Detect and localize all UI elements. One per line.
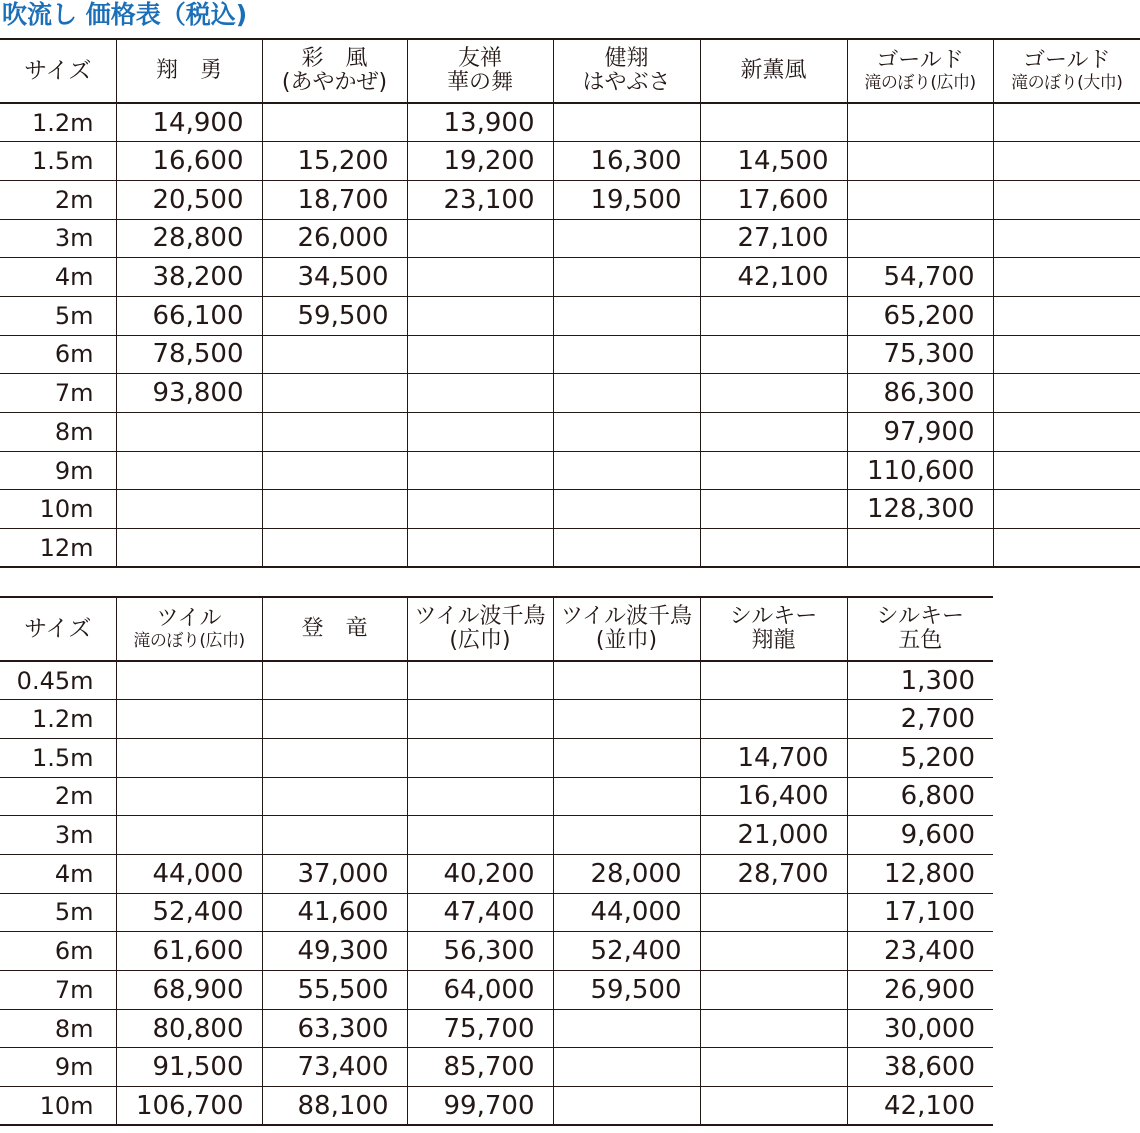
size-cell: 4m — [0, 854, 116, 893]
price-cell — [262, 103, 407, 142]
price-cell: 23,100 — [407, 180, 553, 219]
price-cell: 26,000 — [262, 219, 407, 258]
table-header-row — [0, 597, 993, 661]
price-cell — [993, 374, 1140, 413]
table-row — [0, 777, 993, 816]
price-cell — [700, 700, 847, 739]
price-cell: 42,100 — [700, 258, 847, 297]
column-header — [262, 597, 407, 661]
table-header-row — [0, 39, 1140, 103]
price-cell — [700, 661, 847, 700]
size-cell: 8m — [0, 1009, 116, 1048]
price-cell: 47,400 — [407, 893, 553, 932]
table-row — [0, 258, 1140, 297]
column-header-line2: 五色 — [898, 628, 943, 653]
price-cell: 61,600 — [116, 932, 262, 971]
size-cell: 5m — [0, 296, 116, 335]
size-cell: 12m — [0, 529, 116, 568]
table-row — [0, 816, 993, 855]
price-cell: 37,000 — [262, 854, 407, 893]
column-header-line1: ツイル波千鳥 — [561, 604, 692, 629]
price-cell — [553, 451, 700, 490]
size-column-header: サイズ — [0, 39, 116, 103]
column-header-line1: シルキー — [729, 604, 818, 629]
price-cell: 88,100 — [262, 1087, 407, 1126]
price-cell — [116, 529, 262, 568]
price-cell — [993, 490, 1140, 529]
price-cell — [407, 700, 553, 739]
price-cell: 14,900 — [116, 103, 262, 142]
price-cell: 1,300 — [847, 661, 993, 700]
column-header — [993, 39, 1140, 103]
price-cell — [116, 777, 262, 816]
price-cell — [553, 413, 700, 452]
price-cell: 30,000 — [847, 1009, 993, 1048]
table-row — [0, 661, 993, 700]
price-cell — [847, 180, 993, 219]
price-cell — [553, 661, 700, 700]
price-cell: 38,600 — [847, 1048, 993, 1087]
price-cell: 26,900 — [847, 971, 993, 1010]
price-cell: 16,400 — [700, 777, 847, 816]
price-cell — [407, 374, 553, 413]
price-cell: 52,400 — [116, 893, 262, 932]
price-cell — [553, 738, 700, 777]
price-cell — [116, 738, 262, 777]
table-row — [0, 854, 993, 893]
price-cell: 34,500 — [262, 258, 407, 297]
price-cell: 68,900 — [116, 971, 262, 1010]
table-row — [0, 103, 1140, 142]
column-header-line1: 翔 勇 — [155, 58, 222, 83]
price-cell — [262, 529, 407, 568]
price-table-2-body — [0, 661, 993, 1125]
price-cell — [116, 661, 262, 700]
price-cell — [847, 529, 993, 568]
column-header-line2: (広巾) — [449, 628, 511, 653]
price-cell: 17,600 — [700, 180, 847, 219]
column-header-line1: ツイル — [156, 606, 222, 631]
price-cell — [700, 971, 847, 1010]
price-cell: 12,800 — [847, 854, 993, 893]
price-cell — [262, 700, 407, 739]
price-cell — [993, 219, 1140, 258]
price-cell — [407, 816, 553, 855]
column-header-line1: シルキー — [876, 604, 964, 629]
price-cell — [700, 529, 847, 568]
table-row — [0, 142, 1140, 181]
price-cell — [993, 529, 1140, 568]
price-cell: 75,700 — [407, 1009, 553, 1048]
price-cell — [847, 142, 993, 181]
price-cell — [700, 1087, 847, 1126]
price-cell — [407, 661, 553, 700]
price-cell — [553, 1009, 700, 1048]
price-cell — [262, 490, 407, 529]
price-cell — [262, 451, 407, 490]
price-cell — [553, 777, 700, 816]
price-table-1-body — [0, 103, 1140, 567]
column-header-line2: (あやかぜ) — [281, 70, 388, 95]
column-header — [553, 597, 700, 661]
table-row — [0, 451, 1140, 490]
price-cell — [262, 777, 407, 816]
column-header-line2: 滝のぼり(大巾) — [1011, 73, 1123, 93]
price-cell — [116, 451, 262, 490]
price-cell — [700, 893, 847, 932]
price-cell — [407, 296, 553, 335]
price-cell — [407, 777, 553, 816]
price-cell: 44,000 — [553, 893, 700, 932]
price-cell — [993, 258, 1140, 297]
price-cell: 17,100 — [847, 893, 993, 932]
price-cell: 64,000 — [407, 971, 553, 1010]
price-cell — [407, 258, 553, 297]
price-cell: 5,200 — [847, 738, 993, 777]
column-header-line2: はやぶさ — [582, 70, 671, 95]
size-cell: 6m — [0, 932, 116, 971]
price-cell: 65,200 — [847, 296, 993, 335]
price-cell — [553, 219, 700, 258]
size-cell: 3m — [0, 816, 116, 855]
price-cell: 41,600 — [262, 893, 407, 932]
column-header-line2: 華の舞 — [446, 70, 513, 95]
column-header-line1: ゴールド — [876, 48, 964, 73]
column-header-line2: 滝のぼり(広巾) — [133, 631, 245, 651]
price-cell — [993, 180, 1140, 219]
size-cell: 7m — [0, 374, 116, 413]
column-header — [553, 39, 700, 103]
table-row — [0, 490, 1140, 529]
price-cell — [262, 661, 407, 700]
size-cell: 0.45m — [16, 666, 94, 695]
size-cell: 9m — [0, 451, 116, 490]
price-cell: 59,500 — [553, 971, 700, 1010]
price-cell — [116, 490, 262, 529]
price-cell: 14,500 — [700, 142, 847, 181]
price-cell: 2,700 — [847, 700, 993, 739]
price-cell — [262, 335, 407, 374]
price-cell: 19,200 — [407, 142, 553, 181]
price-cell: 15,200 — [262, 142, 407, 181]
price-cell: 85,700 — [407, 1048, 553, 1087]
column-header-line1: 登 竜 — [301, 616, 368, 641]
price-cell: 9,600 — [847, 816, 993, 855]
price-cell: 49,300 — [262, 932, 407, 971]
size-cell: 1.2m — [0, 700, 116, 739]
table-row — [0, 1087, 993, 1126]
price-cell — [993, 413, 1140, 452]
price-table-1 — [0, 38, 1140, 568]
table-row — [0, 219, 1140, 258]
price-cell — [553, 529, 700, 568]
price-cell — [262, 374, 407, 413]
price-cell — [553, 374, 700, 413]
size-cell: 4m — [0, 258, 116, 297]
price-cell: 23,400 — [847, 932, 993, 971]
price-cell — [993, 335, 1140, 374]
price-cell — [262, 816, 407, 855]
price-cell — [553, 700, 700, 739]
column-header-line1: ゴールド — [1022, 48, 1111, 73]
column-header-line1: 友禅 — [457, 46, 502, 71]
price-cell: 73,400 — [262, 1048, 407, 1087]
price-cell: 28,700 — [700, 854, 847, 893]
column-header — [116, 39, 262, 103]
size-cell: 3m — [0, 219, 116, 258]
price-cell — [407, 335, 553, 374]
table-row — [0, 296, 1140, 335]
price-cell — [116, 700, 262, 739]
price-cell: 66,100 — [116, 296, 262, 335]
price-cell: 20,500 — [116, 180, 262, 219]
table-row — [0, 529, 1140, 568]
price-cell — [407, 529, 553, 568]
price-cell: 106,700 — [116, 1087, 262, 1126]
column-header-line2: 滝のぼり(広巾) — [864, 73, 976, 93]
price-cell — [700, 1048, 847, 1087]
price-cell: 14,700 — [700, 738, 847, 777]
table-row — [0, 738, 993, 777]
column-header-line1: 彩 風 — [301, 46, 368, 71]
size-cell: 6m — [0, 335, 116, 374]
column-header — [262, 39, 407, 103]
price-cell: 63,300 — [262, 1009, 407, 1048]
price-cell: 13,900 — [407, 103, 553, 142]
price-cell — [407, 219, 553, 258]
table-row — [0, 971, 993, 1010]
price-cell — [700, 335, 847, 374]
price-cell: 59,500 — [262, 296, 407, 335]
price-cell: 40,200 — [407, 854, 553, 893]
size-cell: 2m — [0, 180, 116, 219]
price-cell — [700, 374, 847, 413]
price-cell — [700, 932, 847, 971]
price-cell — [407, 490, 553, 529]
column-header-line2: (並巾) — [595, 628, 658, 653]
table-row — [0, 180, 1140, 219]
price-cell — [700, 490, 847, 529]
table-row — [0, 893, 993, 932]
price-cell: 52,400 — [553, 932, 700, 971]
price-cell: 99,700 — [407, 1087, 553, 1126]
price-cell — [553, 490, 700, 529]
price-cell — [553, 1048, 700, 1087]
price-cell — [553, 335, 700, 374]
price-cell — [407, 451, 553, 490]
price-cell — [700, 1009, 847, 1048]
price-cell — [993, 451, 1140, 490]
table-row — [0, 335, 1140, 374]
price-cell: 93,800 — [116, 374, 262, 413]
price-cell — [847, 219, 993, 258]
price-cell — [116, 816, 262, 855]
price-cell: 91,500 — [116, 1048, 262, 1087]
price-cell: 16,300 — [553, 142, 700, 181]
column-header — [847, 39, 993, 103]
price-cell — [993, 296, 1140, 335]
price-cell — [262, 738, 407, 777]
price-cell: 27,100 — [700, 219, 847, 258]
size-cell: 10m — [0, 1087, 116, 1126]
price-cell — [553, 296, 700, 335]
price-cell: 6,800 — [847, 777, 993, 816]
price-cell: 44,000 — [116, 854, 262, 893]
price-cell — [700, 413, 847, 452]
price-cell — [553, 816, 700, 855]
price-cell: 28,000 — [553, 854, 700, 893]
size-cell: 5m — [0, 893, 116, 932]
column-header — [700, 597, 847, 661]
column-header — [847, 597, 993, 661]
price-cell: 75,300 — [847, 335, 993, 374]
price-cell: 56,300 — [407, 932, 553, 971]
size-cell: 2m — [0, 777, 116, 816]
price-cell: 42,100 — [847, 1087, 993, 1126]
price-cell — [700, 103, 847, 142]
price-cell: 128,300 — [847, 490, 993, 529]
size-cell: 9m — [0, 1048, 116, 1087]
price-cell: 16,600 — [116, 142, 262, 181]
price-cell: 38,200 — [116, 258, 262, 297]
price-cell — [847, 103, 993, 142]
column-header — [116, 597, 262, 661]
size-cell: 1.5m — [0, 142, 116, 181]
price-table-2 — [0, 596, 993, 1126]
size-cell: 1.5m — [0, 738, 116, 777]
price-cell: 54,700 — [847, 258, 993, 297]
price-cell — [407, 738, 553, 777]
price-cell — [993, 103, 1140, 142]
size-cell: 7m — [0, 971, 116, 1010]
price-cell: 97,900 — [847, 413, 993, 452]
table-row — [0, 700, 993, 739]
price-cell — [553, 103, 700, 142]
page-title: 吹流し 価格表（税込) — [2, 0, 248, 29]
table-row — [0, 1048, 993, 1087]
size-cell: 10m — [0, 490, 116, 529]
price-cell: 55,500 — [262, 971, 407, 1010]
price-cell — [262, 413, 407, 452]
price-cell: 19,500 — [553, 180, 700, 219]
table-row — [0, 932, 993, 971]
price-cell — [700, 451, 847, 490]
price-cell: 78,500 — [116, 335, 262, 374]
price-cell: 28,800 — [116, 219, 262, 258]
price-cell — [116, 413, 262, 452]
price-cell — [700, 296, 847, 335]
price-cell: 80,800 — [116, 1009, 262, 1048]
column-header-line1: ツイル波千鳥 — [414, 604, 546, 629]
price-cell — [553, 258, 700, 297]
price-cell — [553, 1087, 700, 1126]
column-header — [407, 597, 553, 661]
column-header-line1: 健翔 — [604, 46, 649, 71]
table-row — [0, 413, 1140, 452]
price-cell — [407, 413, 553, 452]
column-header-line2: 翔龍 — [751, 628, 796, 653]
price-cell: 21,000 — [700, 816, 847, 855]
size-column-header: サイズ — [0, 597, 116, 661]
column-header — [700, 39, 847, 103]
price-cell: 110,600 — [847, 451, 993, 490]
price-cell: 86,300 — [847, 374, 993, 413]
size-cell: 8m — [0, 413, 116, 452]
price-cell — [993, 142, 1140, 181]
price-cell: 18,700 — [262, 180, 407, 219]
column-header — [407, 39, 553, 103]
table-row — [0, 374, 1140, 413]
column-header-line1: 新薫風 — [740, 58, 807, 83]
size-cell: 1.2m — [31, 108, 94, 137]
table-row — [0, 1009, 993, 1048]
